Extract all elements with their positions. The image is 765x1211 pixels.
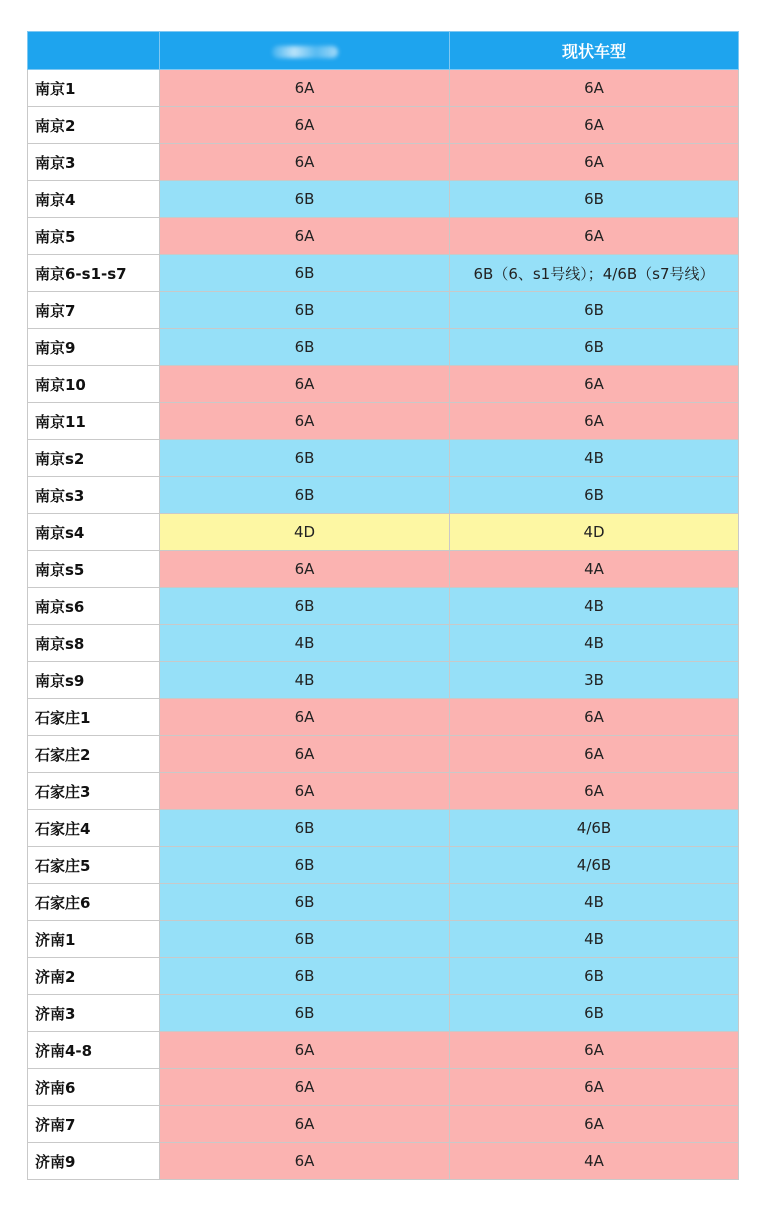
line-name-cell: 石家庄5: [28, 847, 160, 884]
line-name-cell: 石家庄1: [28, 699, 160, 736]
vehicle-type-table-container: [27, 31, 738, 1180]
line-name-cell: 南京s5: [28, 551, 160, 588]
table-row: [28, 625, 739, 662]
line-name-cell: 石家庄2: [28, 736, 160, 773]
line-name-cell: 南京s9: [28, 662, 160, 699]
planned-type-cell: 6B: [160, 995, 450, 1032]
table-row: [28, 995, 739, 1032]
planned-type-cell: 6A: [160, 773, 450, 810]
current-type-cell: 4D: [450, 514, 739, 551]
current-type-cell: 4B: [450, 625, 739, 662]
current-type-cell: 6A: [450, 1032, 739, 1069]
line-name-cell: 济南3: [28, 995, 160, 1032]
table-row: [28, 1106, 739, 1143]
line-name-cell: 南京s2: [28, 440, 160, 477]
line-name-cell: 石家庄6: [28, 884, 160, 921]
line-name-cell: 南京s6: [28, 588, 160, 625]
header-current-vehicle-type: 现状车型: [450, 32, 739, 70]
table-row: [28, 107, 739, 144]
table-row: [28, 70, 739, 107]
line-name-cell: 南京9: [28, 329, 160, 366]
current-type-cell: 6A: [450, 366, 739, 403]
table-row: [28, 847, 739, 884]
table-row: [28, 1143, 739, 1180]
table-row: [28, 477, 739, 514]
planned-type-cell: 6B: [160, 477, 450, 514]
current-type-cell: 6A: [450, 1106, 739, 1143]
planned-type-cell: 6A: [160, 551, 450, 588]
current-type-cell: 6A: [450, 699, 739, 736]
planned-type-cell: 6A: [160, 366, 450, 403]
table-row: [28, 773, 739, 810]
line-name-cell: 南京s3: [28, 477, 160, 514]
table-row: [28, 292, 739, 329]
vehicle-type-table: [27, 31, 739, 1180]
planned-type-cell: 6B: [160, 255, 450, 292]
line-name-cell: 石家庄3: [28, 773, 160, 810]
planned-type-cell: 6B: [160, 847, 450, 884]
current-type-cell: 6B: [450, 181, 739, 218]
current-type-cell: 3B: [450, 662, 739, 699]
planned-type-cell: 6A: [160, 1143, 450, 1180]
table-row: [28, 255, 739, 292]
planned-type-cell: 6A: [160, 403, 450, 440]
current-type-cell: 6A: [450, 1069, 739, 1106]
table-row: [28, 810, 739, 847]
table-row: [28, 144, 739, 181]
planned-type-cell: 6B: [160, 181, 450, 218]
planned-type-cell: 6A: [160, 699, 450, 736]
table-row: [28, 329, 739, 366]
line-name-cell: 济南4-8: [28, 1032, 160, 1069]
line-name-cell: 南京7: [28, 292, 160, 329]
planned-type-cell: 6B: [160, 810, 450, 847]
table-row: [28, 440, 739, 477]
line-name-cell: 南京5: [28, 218, 160, 255]
current-type-cell: 4B: [450, 440, 739, 477]
current-type-cell: 4A: [450, 1143, 739, 1180]
table-body: [28, 70, 739, 1180]
current-type-cell: 4A: [450, 551, 739, 588]
current-type-cell: 6B: [450, 329, 739, 366]
planned-type-cell: 6A: [160, 736, 450, 773]
table-row: [28, 218, 739, 255]
table-row: [28, 403, 739, 440]
planned-type-cell: 6B: [160, 440, 450, 477]
planned-type-cell: 4D: [160, 514, 450, 551]
line-name-cell: 南京3: [28, 144, 160, 181]
planned-type-cell: 6B: [160, 292, 450, 329]
current-type-cell: 6B（6、s1号线）；4/6B（s7号线）: [450, 255, 739, 292]
table-row: [28, 736, 739, 773]
planned-type-cell: 6B: [160, 958, 450, 995]
current-type-cell: 4B: [450, 921, 739, 958]
table-row: [28, 366, 739, 403]
planned-type-cell: 4B: [160, 662, 450, 699]
line-name-cell: 南京s8: [28, 625, 160, 662]
line-name-cell: 南京1: [28, 70, 160, 107]
line-name-cell: 济南1: [28, 921, 160, 958]
planned-type-cell: 6A: [160, 70, 450, 107]
header-line-column: [28, 32, 160, 70]
planned-type-cell: 6A: [160, 218, 450, 255]
table-row: [28, 921, 739, 958]
table-row: [28, 884, 739, 921]
line-name-cell: 济南9: [28, 1143, 160, 1180]
planned-type-cell: 6A: [160, 107, 450, 144]
current-type-cell: 6A: [450, 218, 739, 255]
current-type-cell: 6B: [450, 292, 739, 329]
table-row: [28, 588, 739, 625]
line-name-cell: 济南7: [28, 1106, 160, 1143]
current-type-cell: 6A: [450, 70, 739, 107]
table-row: [28, 1032, 739, 1069]
planned-type-cell: 6B: [160, 921, 450, 958]
line-name-cell: 南京2: [28, 107, 160, 144]
table-row: [28, 551, 739, 588]
table-row: [28, 181, 739, 218]
current-type-cell: 6A: [450, 144, 739, 181]
header-planned-column: [160, 32, 450, 70]
current-type-cell: 6B: [450, 995, 739, 1032]
line-name-cell: 南京6-s1-s7: [28, 255, 160, 292]
planned-type-cell: 4B: [160, 625, 450, 662]
current-type-cell: 6B: [450, 477, 739, 514]
current-type-cell: 4B: [450, 884, 739, 921]
table-row: [28, 514, 739, 551]
line-name-cell: 南京11: [28, 403, 160, 440]
table-row: [28, 699, 739, 736]
line-name-cell: 石家庄4: [28, 810, 160, 847]
current-type-cell: 4/6B: [450, 847, 739, 884]
header-row: [28, 32, 739, 70]
table-row: [28, 958, 739, 995]
planned-type-cell: 6B: [160, 588, 450, 625]
planned-type-cell: 6A: [160, 1106, 450, 1143]
table-header: [28, 32, 739, 70]
current-type-cell: 6B: [450, 958, 739, 995]
table-row: [28, 662, 739, 699]
blurred-header-text: [272, 46, 338, 58]
planned-type-cell: 6B: [160, 329, 450, 366]
current-type-cell: 6A: [450, 403, 739, 440]
current-type-cell: 4B: [450, 588, 739, 625]
line-name-cell: 南京10: [28, 366, 160, 403]
current-type-cell: 6A: [450, 107, 739, 144]
planned-type-cell: 6A: [160, 1032, 450, 1069]
current-type-cell: 6A: [450, 736, 739, 773]
table-row: [28, 1069, 739, 1106]
current-type-cell: 4/6B: [450, 810, 739, 847]
line-name-cell: 济南2: [28, 958, 160, 995]
line-name-cell: 南京4: [28, 181, 160, 218]
current-type-cell: 6A: [450, 773, 739, 810]
planned-type-cell: 6B: [160, 884, 450, 921]
line-name-cell: 济南6: [28, 1069, 160, 1106]
line-name-cell: 南京s4: [28, 514, 160, 551]
planned-type-cell: 6A: [160, 144, 450, 181]
planned-type-cell: 6A: [160, 1069, 450, 1106]
